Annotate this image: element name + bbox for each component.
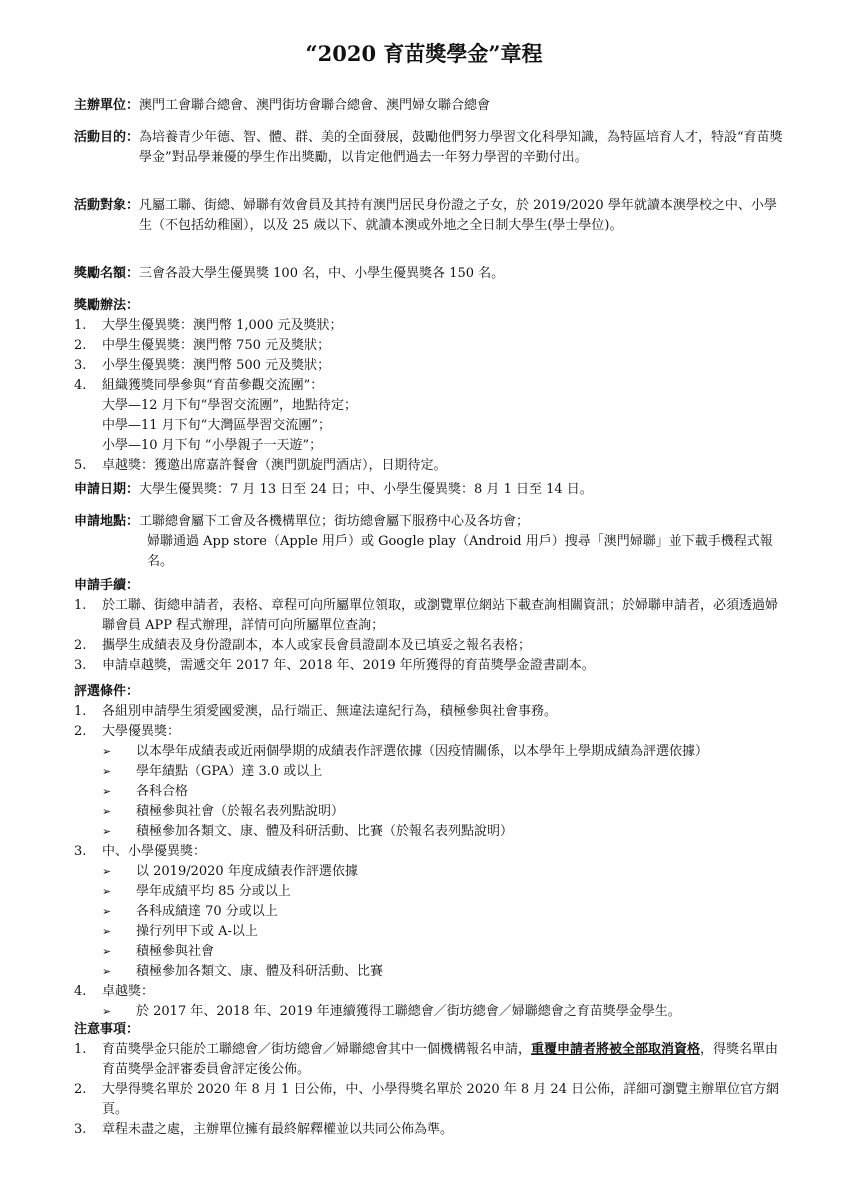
quota-value: 三會各設大學生優異獎 100 名，中、小學生優異獎各 150 名。: [139, 266, 505, 281]
criteria-heading: 評選條件：: [74, 684, 140, 699]
bullet-item: [74, 902, 786, 922]
criteria-section: [74, 682, 786, 1022]
arrow-bullet-icon: ➢: [102, 745, 112, 758]
item-number: 3.: [74, 1122, 87, 1137]
bullet-text: 積極參加各類文、康、體及科研活動、比賽: [136, 964, 384, 979]
quota-row: [74, 264, 786, 284]
tour-line: 中學—11 月下旬“大灣區學習交流團”；: [102, 418, 331, 433]
bullet-text: 以 2019/2020 年度成績表作評選依據: [136, 864, 358, 879]
organizer-value: 澳門工會聯合總會、澳門街坊會聯合總會、澳門婦女聯合總會: [139, 98, 491, 113]
target-value: 凡屬工聯、街總、婦聯有效會員及其持有澳門居民身份證之子女，於 2019/2020 學年就讀本澳學校之中、小學生（不包括幼稚園），以及 25 歲以下、就讀本澳或外地之全日制大學生(學士學位)。: [139, 198, 777, 233]
item-text: 各組別申請學生須愛國愛澳，品行端正、無違法違紀行為，積極參與社會事務。: [102, 704, 558, 719]
warning-text: 重覆申請者將被全部取消資格: [531, 1042, 701, 1057]
list-item: [74, 1120, 786, 1140]
rewards-heading: 獎勵辦法：: [74, 298, 140, 313]
list-item: [74, 596, 786, 636]
item-text: 卓越獎：獲邀出席嘉許餐會（澳門凱旋門酒店），日期待定。: [102, 458, 447, 473]
notes-section: [74, 1020, 786, 1140]
location-value: [139, 512, 786, 572]
item-number: 4.: [74, 984, 87, 999]
list-item: [74, 1080, 786, 1120]
list-item: [74, 842, 786, 862]
item-text: 申請卓越獎，需遞交年 2017 年、2018 年、2019 年所獲得的育苗獎學金證書副本。: [102, 658, 595, 673]
location-label: 申請地點：: [74, 514, 140, 529]
organizer-label: 主辦單位：: [74, 98, 140, 113]
arrow-bullet-icon: ➢: [102, 905, 112, 918]
bullet-item: [74, 782, 786, 802]
arrow-bullet-icon: ➢: [102, 885, 112, 898]
bullet-item: [74, 802, 786, 822]
bullet-text: 積極參與社會: [136, 944, 215, 959]
arrow-bullet-icon: ➢: [102, 785, 112, 798]
item-text: 大學生優異獎：澳門幣 1,000 元及獎狀；: [102, 318, 343, 333]
bullet-text: 操行列甲下或 A-以上: [136, 924, 258, 939]
arrow-bullet-icon: ➢: [102, 765, 112, 778]
location-line: 工聯總會屬下工會及各機構單位；街坊總會屬下服務中心及各坊會；: [139, 514, 530, 529]
arrow-bullet-icon: ➢: [102, 825, 112, 838]
bullet-item: [74, 742, 786, 762]
item-number: 1.: [74, 318, 87, 333]
item-text: 大學優異獎：: [102, 724, 181, 739]
bullet-text: 各科合格: [136, 784, 189, 799]
list-item: [74, 356, 786, 376]
item-text: 卓越獎：: [102, 984, 155, 999]
item-number: 2.: [74, 338, 87, 353]
target-row: [74, 196, 786, 236]
quota-label: 獎勵名額：: [74, 266, 140, 281]
bullet-text: 各科成績達 70 分或以上: [136, 904, 278, 919]
item-number: 2.: [74, 724, 87, 739]
item-number: 1.: [74, 598, 87, 613]
list-item: [74, 1040, 786, 1080]
item-number: 1.: [74, 1042, 87, 1057]
arrow-bullet-icon: ➢: [102, 965, 112, 978]
item-text: 於工聯、街總申請者，表格、章程可向所屬單位領取，或瀏覽單位網站下載查詢相關資訊；於婦聯申請者，必須透過婦聯會員 APP 程式辦理，詳情可向所屬單位查詢；: [102, 598, 779, 633]
bullet-text: 以本學年成績表或近兩個學期的成績表作評選依據（因疫情關係，以本學年上學期成績為評選依據）: [136, 744, 709, 759]
location-row: [74, 512, 786, 572]
bullet-item: [74, 942, 786, 962]
arrow-bullet-icon: ➢: [102, 805, 112, 818]
note-text: 育苗獎學金只能於工聯總會／街坊總會／婦聯總會其中一個機構報名申請，: [102, 1042, 532, 1057]
tour-line: 小學—10 月下旬 “小學親子一天遊”；: [102, 438, 323, 453]
bullet-item: [74, 922, 786, 942]
bullet-item: [74, 862, 786, 882]
item-number: 2.: [74, 638, 87, 653]
tour-line: 大學—12 月下旬“學習交流團”，地點待定；: [102, 398, 357, 413]
list-item: [74, 456, 786, 476]
bullet-text: 積極參與社會（於報名表列點說明）: [136, 804, 345, 819]
arrow-bullet-icon: ➢: [102, 1005, 112, 1018]
item-text: 小學生優異獎：澳門幣 500 元及獎狀；: [102, 358, 331, 373]
purpose-value: 為培養青少年德、智、體、群、美的全面發展，鼓勵他們努力學習文化科學知識，為特區培育人才，特設“育苗獎學金”對品學兼優的學生作出獎勵，以肯定他們過去一年努力學習的辛勤付出。: [139, 130, 783, 165]
item-text: 章程未盡之處，主辦單位擁有最終解釋權並以共同公佈為準。: [102, 1122, 454, 1137]
bullet-text: 積極參加各類文、康、體及科研活動、比賽（於報名表列點說明）: [136, 824, 514, 839]
arrow-bullet-icon: ➢: [102, 865, 112, 878]
item-text: 中、小學優異獎：: [102, 844, 207, 859]
dates-value: 大學生優異獎：7 月 13 日至 24 日；中、小學生優異獎：8 月 1 日至 14 日。: [139, 482, 593, 497]
list-item: [74, 636, 786, 656]
list-item: [74, 376, 786, 396]
procedure-section: [74, 576, 786, 676]
list-item: [74, 316, 786, 336]
rewards-section: [74, 296, 786, 476]
page-title: “2020 育苗獎學金”章程: [305, 41, 543, 66]
list-item: [74, 702, 786, 722]
organizer-row: [74, 96, 786, 116]
item-text: 中學生優異獎：澳門幣 750 元及獎狀；: [102, 338, 331, 353]
purpose-label: 活動目的：: [74, 130, 140, 145]
list-item: [74, 722, 786, 742]
list-item: [74, 336, 786, 356]
item-number: 3.: [74, 658, 87, 673]
bullet-text: 於 2017 年、2018 年、2019 年連續獲得工聯總會／街坊總會／婦聯總會之育苗獎學金學生。: [136, 1004, 681, 1019]
dates-label: 申請日期：: [74, 482, 140, 497]
list-item: [74, 982, 786, 1002]
item-text: [102, 1040, 786, 1080]
bullet-item: [74, 822, 786, 842]
item-text: 大學得獎名單於 2020 年 8 月 1 日公佈，中、小學得獎名單於 2020 年 8 月 24 日公佈，詳細可瀏覽主辦單位官方網頁。: [102, 1082, 780, 1117]
target-label: 活動對象：: [74, 198, 140, 213]
bullet-item: [74, 1002, 786, 1022]
arrow-bullet-icon: ➢: [102, 925, 112, 938]
note-text: ，得獎名單由育苗獎學金評審委員會評定後公佈。: [102, 1042, 779, 1077]
item-number: 2.: [74, 1082, 87, 1097]
notes-heading: 注意事項：: [74, 1022, 140, 1037]
bullet-text: 學年績點（GPA）達 3.0 或以上: [136, 764, 323, 779]
item-text: 組織獲獎同學參與“育苗參觀交流團”：: [102, 378, 324, 393]
item-number: 3.: [74, 844, 87, 859]
dates-row: [74, 480, 786, 500]
list-item: [74, 656, 786, 676]
item-number: 1.: [74, 704, 87, 719]
item-number: 3.: [74, 358, 87, 373]
arrow-bullet-icon: ➢: [102, 945, 112, 958]
item-number: 4.: [74, 378, 87, 393]
item-text: 攜學生成績表及身份證副本，本人或家長會員證副本及已填妥之報名表格；: [102, 638, 532, 653]
procedure-heading: 申請手續：: [74, 578, 140, 593]
bullet-item: [74, 882, 786, 902]
purpose-row: [74, 128, 786, 168]
bullet-text: 學年成績平均 85 分或以上: [136, 884, 291, 899]
bullet-item: [74, 762, 786, 782]
item-number: 5.: [74, 458, 87, 473]
location-line: 婦聯通過 App store（Apple 用戶）或 Google play（Android 用戶）搜尋「澳門婦聯」並下載手機程式報名。: [147, 534, 773, 569]
bullet-item: [74, 962, 786, 982]
